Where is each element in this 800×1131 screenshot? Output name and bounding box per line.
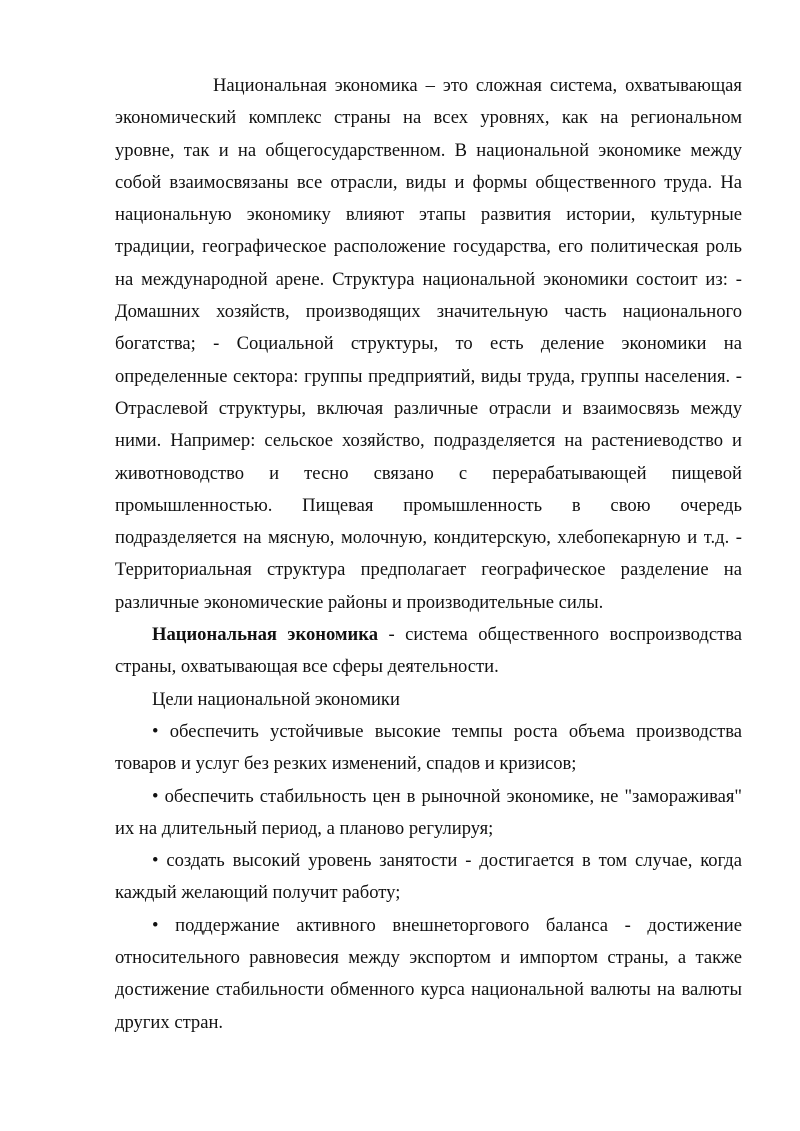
goal-item: • поддержание активного внешнеторгового баланса - достижение относительного равновесия между экспортом и импортом страны, а также достижение стабильности обменного курса национальной валюты на валюты других стран. (115, 914, 742, 1033)
document-page (115, 70, 742, 1039)
goal-item: • обеспечить стабильность цен в рыночной экономике, не "замораживая" их на длительный период, а планово регулируя; (115, 785, 742, 839)
goal-item: • обеспечить устойчивые высокие темпы роста объема производства товаров и услуг без резких изменений, спадов и кризисов; (115, 720, 742, 775)
definition-term: Национальная экономика (152, 624, 378, 646)
goal-item: • создать высокий уровень занятости - достигается в том случае, когда каждый желающий получит работу; (115, 850, 742, 904)
intro-paragraph: Национальная экономика – это сложная система, охватывающая экономический комплекс страны на всех уровнях, как на региональном уровне, так и на общегосударственном. В национальной экономике между собой взаимосвязаны все отрасли, виды и формы общественного труда. На национальную экономику влияют этапы развития истории, культурные традиции, географическое расположение государства, его политическая роль на международной арене. Структура национальной экономики состоит из: - Домашних хозяйств, производящих значительную часть национального богатства; - Социальной структуры, то есть деление экономики на определенные сектора: группы предприятий, виды труда, группы населения. - Отраслевой структуры, включая различные отрасли и взаимосвязь между ними. Например: сельское хозяйство, подразделяется на растениеводство и животноводство и тесно связано с перерабатывающей пищевой промышленностью. Пищевая промышленность в свою очередь подразделяется на мясную, молочную, кондитерскую, хлебопекарную и т.д. - Территориальная структура предполагает географическое разделение на различные экономические районы и производительные силы. (115, 75, 742, 613)
definition-paragraph (115, 619, 742, 684)
definition-text: - система общественного воспроизводства страны, охватывающая все сферы деятельности. (115, 624, 742, 678)
goals-heading: Цели национальной экономики (152, 688, 400, 710)
